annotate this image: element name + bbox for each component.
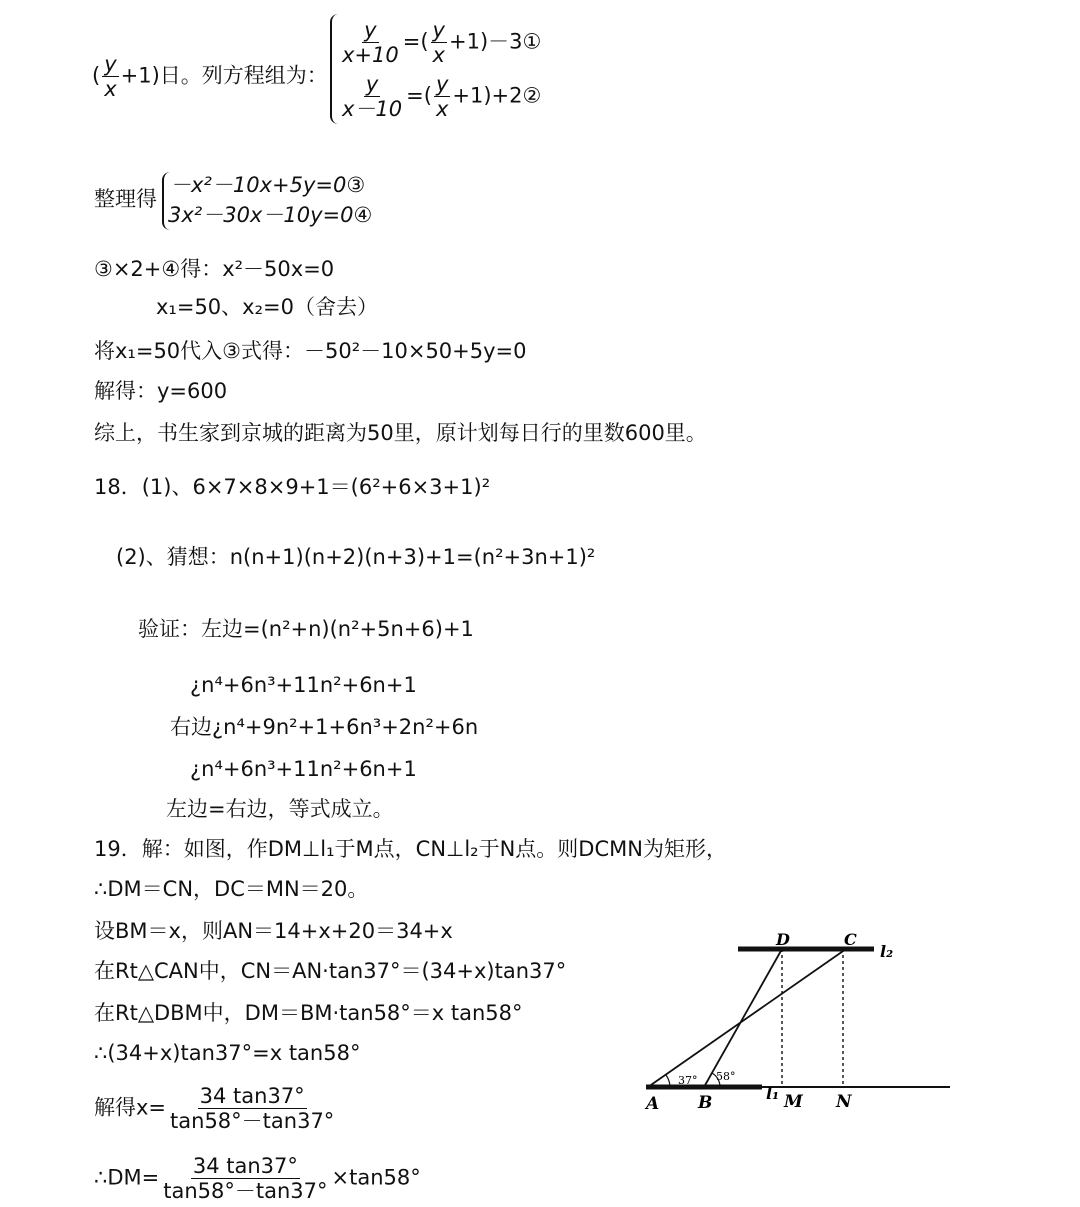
q19-line2: ∴DM＝CN，DC＝MN＝20。 — [94, 877, 369, 901]
q18-step1: ¿n⁴+6n³+11n²+6n+1 — [190, 673, 417, 697]
combine-line: ③×2+④得：x²－50x=0 — [94, 257, 335, 281]
intro-line: ( $\frac{y}{x}$ +1)日。列方程组为： — [92, 52, 328, 101]
q19-line1: 19．解：如图，作DM⊥l₁于M点，CN⊥l₂于N点。则DCMN为矩形， — [94, 837, 727, 861]
geometry-figure — [640, 925, 960, 1125]
equation-2: $\frac{y}{x-10}$ =( $\frac{y}{x}$ +1)+2② — [342, 72, 542, 121]
q18-verify: 验证：左边=(n²+n)(n²+5n+6)+1 — [138, 617, 474, 641]
label-l2: l₂ — [880, 942, 894, 961]
segment-BD — [704, 949, 782, 1087]
label-B: B — [698, 1093, 713, 1113]
solve-y-line: 解得：y=600 — [94, 379, 228, 403]
equation-3: －x²－10x+5y=0③ — [170, 173, 366, 197]
segment-AC — [648, 949, 846, 1087]
label-D: D — [776, 930, 790, 949]
label-N: N — [836, 1092, 852, 1112]
q18-part1: 18．(1)、6×7×8×9+1＝(6²+6×3+1)² — [94, 475, 491, 499]
roots-line: x₁=50、x₂=0（舍去） — [156, 295, 378, 319]
q18-part2: (2)、猜想：n(n+1)(n+2)(n+3)+1=(n²+3n+1)² — [116, 545, 596, 569]
q18-step2: 右边¿n⁴+9n²+1+6n³+2n²+6n — [170, 715, 479, 739]
q19-line6: ∴(34+x)tan37°=x tan58° — [94, 1041, 361, 1065]
label-angle-37: 37° — [678, 1074, 698, 1087]
solve-x-fraction: $\frac{34 \tan 37^\circ}{\tan 58^\circ-\tan 37^\circ}$ — [170, 1084, 335, 1133]
label-A: A — [646, 1094, 660, 1114]
ratio-fraction: $\frac{y}{x}$ — [104, 52, 117, 101]
substitute-line: 将x₁=50代入③式得：－50²－10×50+5y=0 — [94, 339, 527, 363]
label-M: M — [784, 1092, 803, 1112]
label-l1: l₁ — [766, 1084, 780, 1103]
q19-line4: 在Rt△CAN中，CN＝AN·tan37°＝(34+x)tan37° — [94, 959, 567, 983]
q18-end: 左边=右边，等式成立。 — [166, 797, 394, 821]
q19-line5: 在Rt△DBM中，DM＝BM·tan58°＝x tan58° — [94, 1001, 523, 1025]
simplify-label: 整理得 — [94, 187, 157, 211]
q18-step3: ¿n⁴+6n³+11n²+6n+1 — [190, 757, 417, 781]
conclusion-line: 综上，书生家到京城的距离为50里，原计划每日行的里数600里。 — [94, 421, 707, 445]
label-angle-58: 58° — [716, 1070, 736, 1083]
equation-4: 3x²－30x－10y=0④ — [168, 203, 373, 227]
q19-solve-x: 解得x= $\frac{34 \tan 37^\circ}{\tan 58^\circ-\tan 37^\circ}$ — [94, 1084, 335, 1133]
label-C: C — [844, 930, 857, 949]
equation-1: $\frac{y}{x+10}$ =( $\frac{y}{x}$ +1)－3① — [342, 18, 542, 67]
q19-line3: 设BM＝x，则AN＝14+x+20＝34+x — [94, 919, 453, 943]
dm-fraction: $\frac{34 \tan 37^\circ}{\tan 58^\circ-\tan 37^\circ}$ — [163, 1154, 328, 1203]
q19-dm: ∴DM= $\frac{34 \tan 37^\circ}{\tan 58^\circ-\tan 37^\circ}$ ×tan58° — [94, 1154, 421, 1203]
